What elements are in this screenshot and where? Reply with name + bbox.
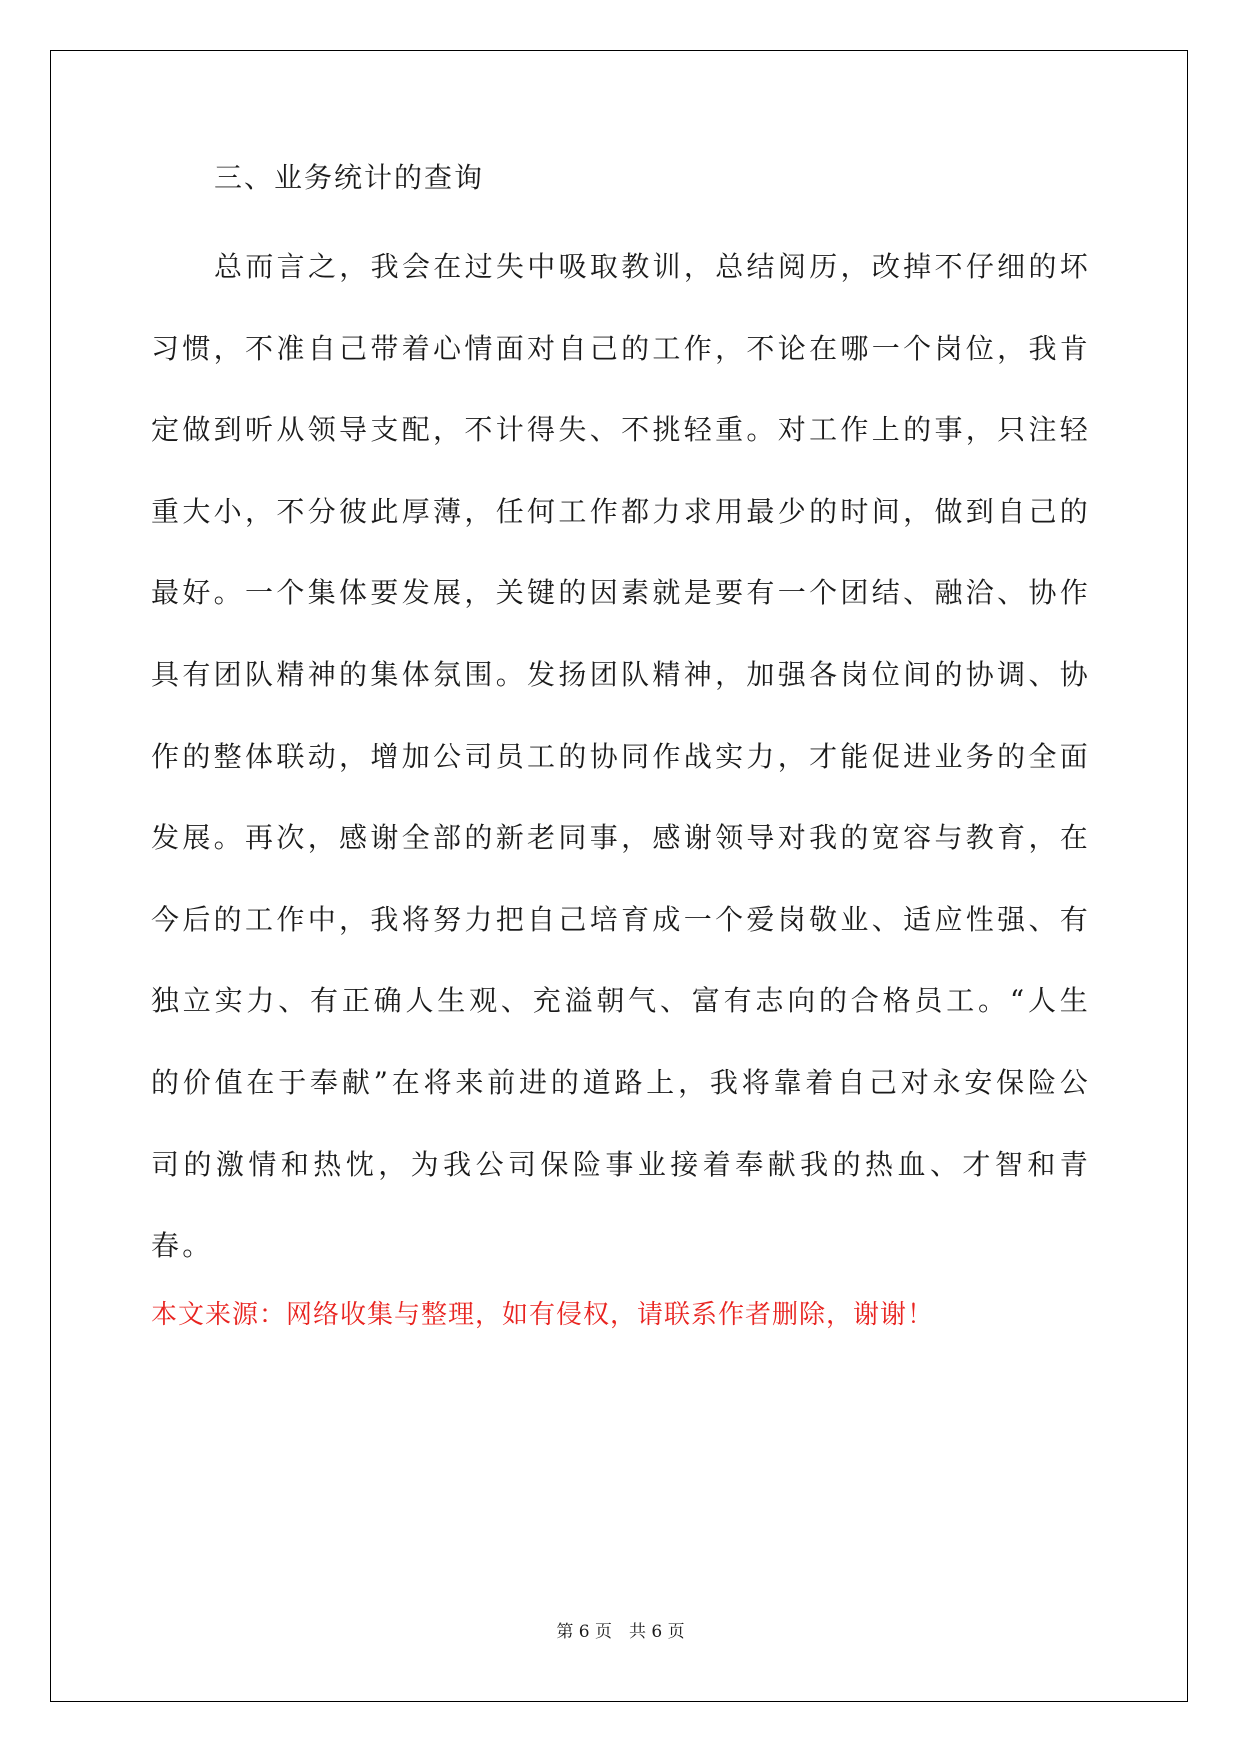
page-number: 第 6 页 共 6 页 xyxy=(556,1622,685,1642)
section-heading: 三、业务统计的查询 xyxy=(214,161,485,194)
body-paragraph: 总而言之，我会在过失中吸取教训，总结阅历，改掉不仔细的坏习惯，不准自己带着心情面对自己的工作，不论在哪一个岗位，我肯定做到听从领导支配，不计得失、不挑轻重。对工作上的事，只注轻重大小，不分彼此厚薄，任何工作都力求用最少的时间，做到自己的最好。一个集体要发展，关键的因素就是要有一个团结、融洽、协作具有团队精神的集体氛围。发扬团队精神，加强各岗位间的协调、协作的整体联动，增加公司员工的协同作战实力，才能促进业务的全面发展。再次，感谢全部的新老同事，感谢领导对我的宽容与教育，在今后的工作中，我将努力把自己培育成一个爱岗敬业、适应性强、有独立实力、有正确人生观、充溢朝气、富有志向的合格员工。“人生的价值在于奉献”在将来前进的道路上，我将靠着自己对永安保险公司的激情和热忱，为我公司保险事业接着奉献我的热血、才智和青春。 xyxy=(151,250,1091,1263)
source-disclaimer: 本文来源：网络收集与整理，如有侵权，请联系作者删除，谢谢！ xyxy=(151,1300,935,1330)
page-footer xyxy=(0,1620,1241,1644)
